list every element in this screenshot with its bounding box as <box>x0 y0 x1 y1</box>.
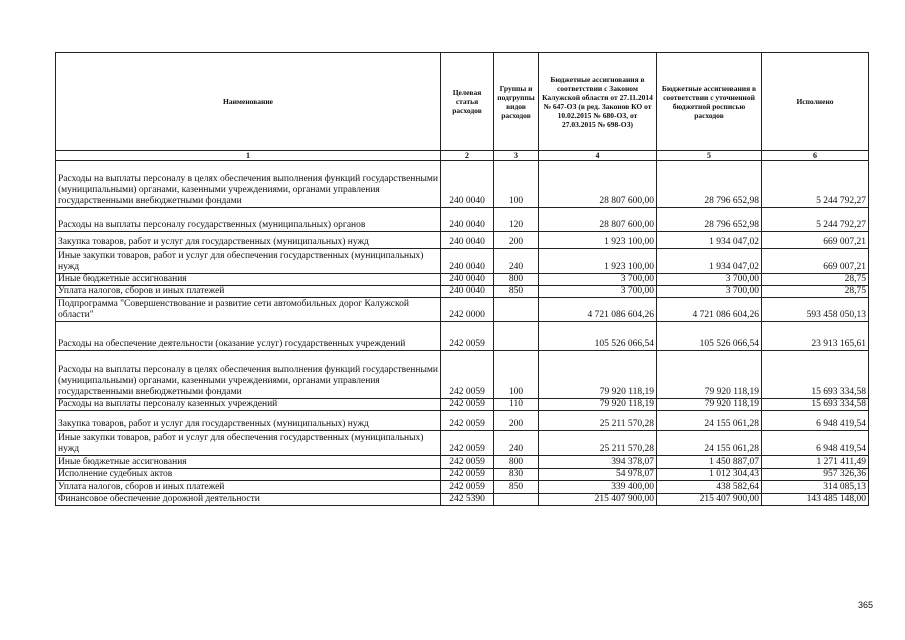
row-executed: 593 458 050,13 <box>762 298 869 322</box>
table-row <box>56 161 869 208</box>
row-executed: 1 271 411,49 <box>762 456 869 469</box>
row-law-allocation: 3 700,00 <box>539 274 657 286</box>
row-refined-allocation: 24 155 061,28 <box>657 411 762 431</box>
row-name: Иные бюджетные ассигнования <box>56 274 441 286</box>
row-target-article: 242 0059 <box>441 351 494 399</box>
row-expense-group: 120 <box>494 208 539 232</box>
row-expense-group: 800 <box>494 274 539 286</box>
row-target-article: 242 0059 <box>441 481 494 494</box>
table-row <box>56 322 869 351</box>
row-law-allocation: 79 920 118,19 <box>539 399 657 411</box>
row-target-article: 242 0059 <box>441 322 494 351</box>
row-law-allocation: 339 400,00 <box>539 481 657 494</box>
row-executed: 15 693 334,58 <box>762 399 869 411</box>
row-target-article: 242 0000 <box>441 298 494 322</box>
row-expense-group: 850 <box>494 481 539 494</box>
row-name: Закупка товаров, работ и услуг для государственных (муниципальных) нужд <box>56 232 441 249</box>
column-number: 4 <box>539 151 657 161</box>
row-executed: 6 948 419,54 <box>762 431 869 456</box>
table-row <box>56 208 869 232</box>
row-expense-group: 850 <box>494 286 539 298</box>
row-refined-allocation: 1 934 047,02 <box>657 249 762 274</box>
header-name: Наименование <box>56 53 441 151</box>
budget-table <box>55 52 869 506</box>
row-name: Расходы на выплаты персоналу казенных учреждений <box>56 399 441 411</box>
row-law-allocation: 79 920 118,19 <box>539 351 657 399</box>
table-header-row <box>56 53 869 151</box>
row-expense-group <box>494 494 539 506</box>
row-name: Расходы на выплаты персоналу в целях обеспечения выполнения функций государственными (муниципальными) органами, казенными учреждениями, органами управления государственными внебюджетными фондами <box>56 351 441 399</box>
row-executed: 23 913 165,61 <box>762 322 869 351</box>
row-executed: 6 948 419,54 <box>762 411 869 431</box>
table-row <box>56 431 869 456</box>
row-law-allocation: 4 721 086 604,26 <box>539 298 657 322</box>
row-refined-allocation: 3 700,00 <box>657 274 762 286</box>
row-target-article: 240 0040 <box>441 208 494 232</box>
row-executed: 28,75 <box>762 286 869 298</box>
row-expense-group: 200 <box>494 411 539 431</box>
row-target-article: 240 0040 <box>441 286 494 298</box>
row-name: Подпрограмма "Совершенствование и развитие сети автомобильных дорог Калужской области" <box>56 298 441 322</box>
row-target-article: 242 5390 <box>441 494 494 506</box>
row-law-allocation: 3 700,00 <box>539 286 657 298</box>
row-executed: 669 007,21 <box>762 249 869 274</box>
row-name: Уплата налогов, сборов и иных платежей <box>56 286 441 298</box>
row-refined-allocation: 438 582,64 <box>657 481 762 494</box>
row-name: Иные бюджетные ассигнования <box>56 456 441 469</box>
table-row <box>56 298 869 322</box>
row-law-allocation: 28 807 600,00 <box>539 161 657 208</box>
row-law-allocation: 1 923 100,00 <box>539 249 657 274</box>
row-law-allocation: 215 407 900,00 <box>539 494 657 506</box>
row-executed: 5 244 792,27 <box>762 161 869 208</box>
row-refined-allocation: 24 155 061,28 <box>657 431 762 456</box>
row-law-allocation: 394 378,07 <box>539 456 657 469</box>
column-number-row <box>56 151 869 161</box>
row-expense-group: 100 <box>494 161 539 208</box>
table-row <box>56 286 869 298</box>
table-row <box>56 481 869 494</box>
row-name: Иные закупки товаров, работ и услуг для обеспечения государственных (муниципальных) нужд <box>56 431 441 456</box>
row-executed: 143 485 148,00 <box>762 494 869 506</box>
row-target-article: 240 0040 <box>441 249 494 274</box>
row-executed: 15 693 334,58 <box>762 351 869 399</box>
row-expense-group: 240 <box>494 431 539 456</box>
row-target-article: 242 0059 <box>441 399 494 411</box>
column-number: 5 <box>657 151 762 161</box>
row-name: Финансовое обеспечение дорожной деятельности <box>56 494 441 506</box>
row-expense-group: 110 <box>494 399 539 411</box>
row-target-article: 240 0040 <box>441 161 494 208</box>
row-expense-group: 800 <box>494 456 539 469</box>
column-number: 6 <box>762 151 869 161</box>
column-number: 3 <box>494 151 539 161</box>
row-refined-allocation: 4 721 086 604,26 <box>657 298 762 322</box>
header-expense-group: Группы и подгруппы видов расходов <box>494 53 539 151</box>
row-executed: 669 007,21 <box>762 232 869 249</box>
row-target-article: 240 0040 <box>441 274 494 286</box>
row-expense-group <box>494 322 539 351</box>
row-expense-group: 100 <box>494 351 539 399</box>
row-refined-allocation: 79 920 118,19 <box>657 351 762 399</box>
row-executed: 5 244 792,27 <box>762 208 869 232</box>
row-target-article: 242 0059 <box>441 456 494 469</box>
row-name: Расходы на обеспечение деятельности (оказание услуг) государственных учреждений <box>56 322 441 351</box>
column-number: 2 <box>441 151 494 161</box>
row-name: Уплата налогов, сборов и иных платежей <box>56 481 441 494</box>
row-refined-allocation: 28 796 652,98 <box>657 208 762 232</box>
row-refined-allocation: 105 526 066,54 <box>657 322 762 351</box>
row-name: Исполнение судебных актов <box>56 469 441 481</box>
table-body <box>56 161 869 506</box>
row-name: Иные закупки товаров, работ и услуг для обеспечения государственных (муниципальных) нужд <box>56 249 441 274</box>
row-target-article: 242 0059 <box>441 469 494 481</box>
header-law-allocation: Бюджетные ассигнования в соответствии с Законом Калужской области от 27.11.2014 № 647-ОЗ (в ред. Законов КО от 10.02.2015 № 680-ОЗ, от 27.03.2015 № 698-ОЗ) <box>539 53 657 151</box>
row-law-allocation: 28 807 600,00 <box>539 208 657 232</box>
row-law-allocation: 54 978,07 <box>539 469 657 481</box>
row-executed: 28,75 <box>762 274 869 286</box>
row-name: Расходы на выплаты персоналу государственных (муниципальных) органов <box>56 208 441 232</box>
row-refined-allocation: 1 012 304,43 <box>657 469 762 481</box>
row-refined-allocation: 3 700,00 <box>657 286 762 298</box>
row-refined-allocation: 28 796 652,98 <box>657 161 762 208</box>
table-row <box>56 469 869 481</box>
row-target-article: 242 0059 <box>441 411 494 431</box>
row-law-allocation: 25 211 570,28 <box>539 411 657 431</box>
row-expense-group: 240 <box>494 249 539 274</box>
row-refined-allocation: 1 450 887,07 <box>657 456 762 469</box>
page-number: 365 <box>857 600 873 610</box>
table-row <box>56 494 869 506</box>
header-executed: Исполнено <box>762 53 869 151</box>
table-row <box>56 249 869 274</box>
row-refined-allocation: 215 407 900,00 <box>657 494 762 506</box>
header-refined-allocation: Бюджетные ассигнования в соответствии с уточненной бюджетной росписью расходов <box>657 53 762 151</box>
row-expense-group: 830 <box>494 469 539 481</box>
row-expense-group <box>494 298 539 322</box>
table-row <box>56 411 869 431</box>
row-target-article: 242 0059 <box>441 431 494 456</box>
row-name: Расходы на выплаты персоналу в целях обеспечения выполнения функций государственными (муниципальными) органами, казенными учреждениями, органами управления государственными внебюджетными фондами <box>56 161 441 208</box>
row-expense-group: 200 <box>494 232 539 249</box>
column-number: 1 <box>56 151 441 161</box>
table-row <box>56 399 869 411</box>
table-row <box>56 351 869 399</box>
table-row <box>56 456 869 469</box>
row-executed: 957 326,36 <box>762 469 869 481</box>
table-row <box>56 274 869 286</box>
row-executed: 314 085,13 <box>762 481 869 494</box>
row-refined-allocation: 1 934 047,02 <box>657 232 762 249</box>
row-law-allocation: 1 923 100,00 <box>539 232 657 249</box>
table-row <box>56 232 869 249</box>
row-target-article: 240 0040 <box>441 232 494 249</box>
row-refined-allocation: 79 920 118,19 <box>657 399 762 411</box>
header-target-article: Целевая статья расходов <box>441 53 494 151</box>
row-law-allocation: 105 526 066,54 <box>539 322 657 351</box>
row-name: Закупка товаров, работ и услуг для государственных (муниципальных) нужд <box>56 411 441 431</box>
row-law-allocation: 25 211 570,28 <box>539 431 657 456</box>
